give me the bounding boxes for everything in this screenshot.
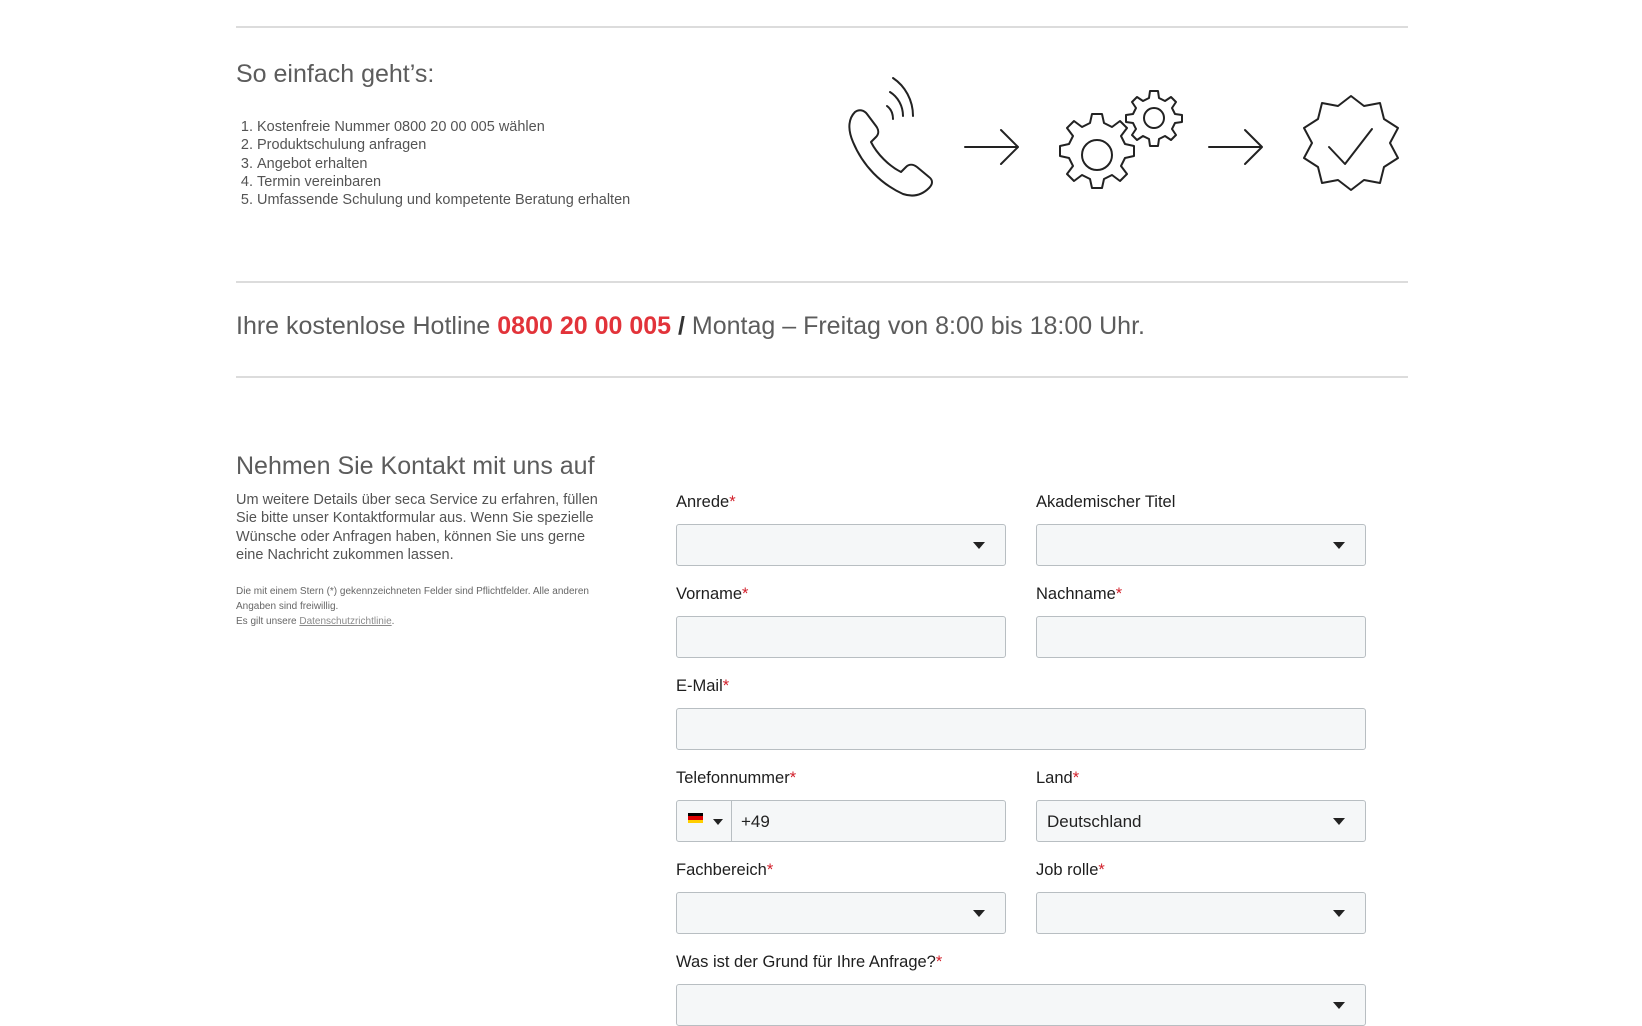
required-marker: *	[729, 493, 736, 511]
nachname-input[interactable]	[1036, 616, 1366, 658]
job-rolle-select[interactable]	[1036, 892, 1366, 934]
step-item: 4. Termin vereinbaren	[257, 173, 630, 191]
hotline-prefix: Ihre kostenlose Hotline	[236, 312, 491, 340]
required-note	[236, 584, 596, 629]
steps-list	[236, 118, 630, 209]
chevron-down-icon	[1333, 1002, 1345, 1009]
telefon-input[interactable]: +49	[741, 812, 770, 831]
grund-label	[676, 953, 942, 972]
hotline-banner	[236, 312, 1145, 341]
process-illustration	[845, 76, 1405, 202]
telefon-label	[676, 769, 796, 788]
anrede-select[interactable]	[676, 524, 1006, 566]
required-marker: *	[935, 953, 943, 971]
chevron-down-icon	[973, 910, 985, 917]
required-marker: *	[722, 677, 730, 695]
telefon-field	[676, 800, 1006, 842]
vorname-label-text: Vorname	[676, 585, 743, 603]
email-label	[676, 677, 729, 696]
step-item: 2. Produktschulung anfragen	[257, 136, 630, 154]
email-label-text: E-Mail	[676, 677, 723, 695]
chevron-down-icon	[713, 819, 723, 825]
akad-titel-label	[1036, 493, 1175, 512]
fachbereich-label-text: Fachbereich	[676, 861, 767, 879]
step-item: 1. Kostenfreie Nummer 0800 20 00 005 wählen	[257, 118, 630, 136]
arrow-right-icon	[1209, 130, 1262, 164]
nachname-label-text: Nachname	[1036, 585, 1116, 603]
phone-icon	[849, 78, 932, 196]
contact-intro: Um weitere Details über seca Service zu erfahren, füllen Sie bitte unser Kontaktformular aus. Wenn Sie spezielle Wünsche oder Anfragen haben, können Sie uns gerne eine Nachricht zukommen lassen.	[236, 492, 598, 563]
fachbereich-select[interactable]	[676, 892, 1006, 934]
chevron-down-icon	[973, 542, 985, 549]
land-label-text: Land	[1036, 769, 1073, 787]
chevron-down-icon	[1333, 910, 1345, 917]
required-marker: *	[1115, 585, 1123, 603]
nachname-label	[1036, 585, 1122, 604]
land-value: Deutschland	[1047, 812, 1142, 831]
required-marker: *	[742, 585, 749, 603]
vorname-label	[676, 585, 748, 604]
land-label	[1036, 769, 1079, 788]
chevron-down-icon	[1333, 542, 1345, 549]
gears-icon	[1060, 91, 1182, 188]
step-item: 5. Umfassende Schulung und kompetente Beratung erhalten	[257, 191, 630, 209]
fachbereich-label	[676, 861, 773, 880]
required-marker: *	[1072, 769, 1080, 787]
land-select[interactable]	[1036, 800, 1366, 842]
required-marker: *	[1098, 861, 1105, 879]
arrow-right-icon	[965, 130, 1018, 164]
akad-titel-select[interactable]	[1036, 524, 1366, 566]
job-rolle-label-text: Job rolle	[1036, 861, 1099, 879]
hotline-divider	[236, 376, 1408, 378]
steps-divider	[236, 281, 1408, 283]
telefon-label-text: Telefonnummer	[676, 769, 790, 787]
germany-flag-icon	[688, 813, 703, 823]
anrede-label	[676, 493, 736, 512]
vorname-input[interactable]	[676, 616, 1006, 658]
contact-title: Nehmen Sie Kontakt mit uns auf	[236, 452, 595, 480]
steps-title: So einfach geht’s:	[236, 60, 435, 88]
email-input[interactable]	[676, 708, 1366, 750]
hotline-hours: Montag – Freitag von 8:00 bis 18:00 Uhr.	[691, 312, 1145, 340]
hotline-number[interactable]: 0800 20 00 005	[497, 312, 672, 340]
required-note-text: Die mit einem Stern (*) gekennzeichneten Felder sind Pflichtfelder. Alle anderen Angaben sind freiwillig.	[236, 586, 589, 612]
akad-titel-label-text: Akademischer Titel	[1036, 493, 1176, 511]
privacy-link[interactable]: Datenschutzrichtlinie	[299, 616, 392, 627]
job-rolle-label	[1036, 861, 1105, 880]
grund-select[interactable]	[676, 984, 1366, 1026]
grund-label-text: Was ist der Grund für Ihre Anfrage?	[676, 953, 936, 971]
privacy-prefix: Es gilt unsere	[236, 616, 297, 627]
chevron-down-icon	[1333, 818, 1345, 825]
required-marker: *	[789, 769, 797, 787]
country-code-dropdown[interactable]	[677, 801, 732, 841]
required-marker: *	[766, 861, 774, 879]
check-badge-icon	[1304, 96, 1398, 190]
anrede-label-text: Anrede	[676, 493, 730, 511]
hotline-separator: /	[678, 312, 685, 340]
privacy-suffix: .	[391, 616, 395, 627]
top-divider	[236, 26, 1408, 28]
step-item: 3. Angebot erhalten	[257, 155, 630, 173]
